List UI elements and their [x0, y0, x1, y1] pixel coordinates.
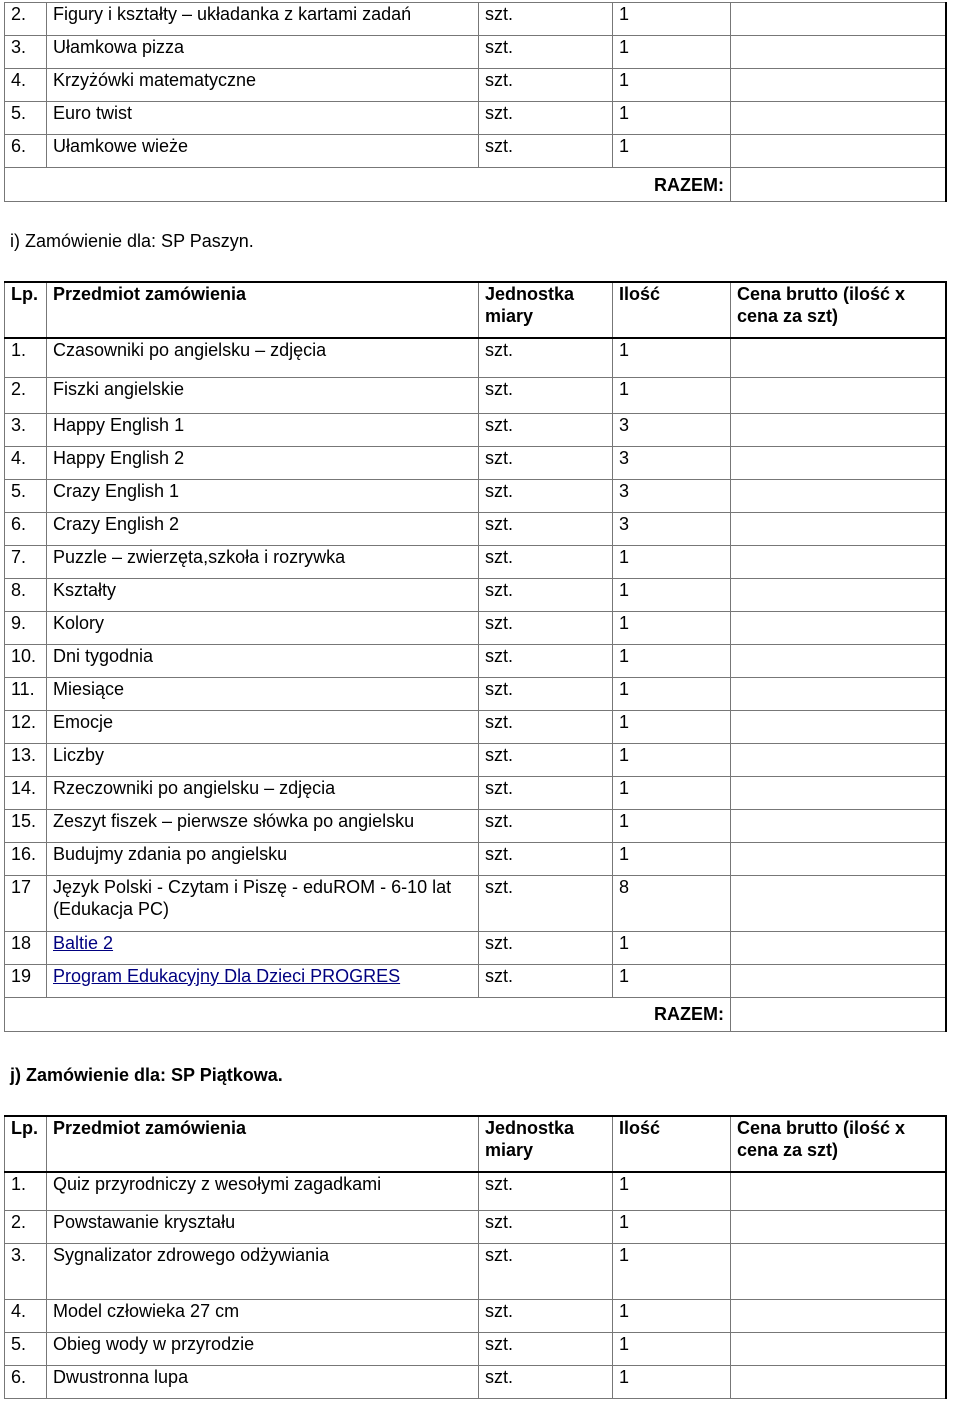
table-row	[5, 875, 946, 931]
row-unit: szt.	[479, 512, 613, 545]
row-lp: 19	[5, 964, 47, 997]
row-price	[731, 1243, 946, 1299]
table-row	[5, 743, 946, 776]
row-qty: 1	[613, 135, 731, 168]
row-qty: 1	[613, 931, 731, 964]
table-header-row	[5, 282, 946, 338]
row-unit: szt.	[479, 842, 613, 875]
row-item	[47, 338, 479, 377]
row-unit: szt.	[479, 743, 613, 776]
row-item-text: Sygnalizator zdrowego odżywiania	[53, 1244, 330, 1265]
row-price	[731, 446, 946, 479]
row-item-text: Zeszyt fiszek – pierwsze słówka po angielsku	[53, 810, 415, 831]
header-lp: Lp.	[5, 1116, 47, 1172]
row-qty: 1	[613, 1210, 731, 1243]
row-lp: 6.	[5, 1365, 47, 1398]
sum-label: RAZEM:	[5, 168, 731, 202]
table-row	[5, 1210, 946, 1243]
sum-row	[5, 997, 946, 1031]
section-title-j: j) Zamówienie dla: SP Piątkowa.	[10, 1065, 283, 1085]
table-row	[5, 578, 946, 611]
row-qty: 3	[613, 479, 731, 512]
row-unit: szt.	[479, 338, 613, 377]
row-unit: szt.	[479, 611, 613, 644]
row-price	[731, 1332, 946, 1365]
sum-label: RAZEM:	[5, 997, 731, 1031]
row-lp: 2.	[5, 3, 47, 36]
row-item-text: Obieg wody w przyrodzie	[53, 1333, 255, 1354]
order-table-j	[4, 1115, 947, 1399]
row-qty: 1	[613, 1172, 731, 1210]
table-row	[5, 842, 946, 875]
row-unit: szt.	[479, 964, 613, 997]
row-item-text: Ułamkowa pizza	[53, 37, 185, 57]
row-item	[47, 69, 479, 102]
row-qty: 1	[613, 338, 731, 377]
row-unit: szt.	[479, 875, 613, 931]
row-price	[731, 377, 946, 413]
table-row	[5, 338, 946, 377]
row-item-text: Figury i kształty – układanka z kartami zadań	[53, 4, 412, 24]
header-unit: Jednostka miary	[479, 282, 613, 338]
row-price	[731, 102, 946, 135]
row-price	[731, 135, 946, 168]
row-unit: szt.	[479, 1365, 613, 1398]
row-item-text: Ułamkowe wieże	[53, 136, 189, 156]
row-lp: 4.	[5, 69, 47, 102]
table-row	[5, 479, 946, 512]
row-qty: 1	[613, 677, 731, 710]
row-item	[47, 545, 479, 578]
row-item	[47, 446, 479, 479]
row-unit: szt.	[479, 776, 613, 809]
row-item	[47, 1299, 479, 1332]
row-lp: 17	[5, 875, 47, 931]
row-qty: 1	[613, 611, 731, 644]
row-lp: 5.	[5, 1332, 47, 1365]
sum-value	[731, 168, 946, 202]
table-header-row	[5, 1116, 946, 1172]
row-qty: 1	[613, 69, 731, 102]
row-unit: szt.	[479, 809, 613, 842]
row-unit: szt.	[479, 931, 613, 964]
row-item	[47, 3, 479, 36]
header-item: Przedmiot zamówienia	[47, 1116, 479, 1172]
row-item	[47, 644, 479, 677]
row-price	[731, 413, 946, 446]
row-qty: 1	[613, 578, 731, 611]
row-item	[47, 578, 479, 611]
row-item	[47, 512, 479, 545]
row-price	[731, 512, 946, 545]
row-price	[731, 1365, 946, 1398]
row-unit: szt.	[479, 578, 613, 611]
product-link[interactable]: Program Edukacyjny Dla Dzieci PROGRES	[53, 965, 401, 986]
row-item	[47, 776, 479, 809]
table-row	[5, 677, 946, 710]
row-price	[731, 545, 946, 578]
row-qty: 3	[613, 413, 731, 446]
row-price	[731, 931, 946, 964]
row-lp: 1.	[5, 1172, 47, 1210]
row-item-text: Model człowieka 27 cm	[53, 1300, 240, 1321]
row-price	[731, 69, 946, 102]
row-qty: 3	[613, 512, 731, 545]
row-lp: 5.	[5, 102, 47, 135]
row-item-text: Happy English 1	[53, 414, 185, 435]
row-item-text: Miesiące	[53, 678, 125, 699]
table-row	[5, 1243, 946, 1299]
row-item-text: Budujmy zdania po angielsku	[53, 843, 288, 864]
sum-row	[5, 168, 946, 202]
row-item-text: Język Polski - Czytam i Piszę - eduROM - 6-10 lat (Edukacja PC)	[53, 876, 452, 919]
row-lp: 11.	[5, 677, 47, 710]
table-row	[5, 1299, 946, 1332]
row-lp: 13.	[5, 743, 47, 776]
row-unit: szt.	[479, 677, 613, 710]
row-item-text: Liczby	[53, 744, 105, 765]
table-row	[5, 377, 946, 413]
row-qty: 1	[613, 102, 731, 135]
row-item	[47, 710, 479, 743]
row-price	[731, 743, 946, 776]
row-item	[47, 809, 479, 842]
row-price	[731, 1210, 946, 1243]
row-qty: 1	[613, 1332, 731, 1365]
row-item-text: Euro twist	[53, 103, 133, 123]
row-qty: 1	[613, 743, 731, 776]
row-unit: szt.	[479, 479, 613, 512]
row-item-text: Crazy English 2	[53, 513, 180, 534]
table-row	[5, 512, 946, 545]
product-link[interactable]: Baltie 2	[53, 932, 114, 953]
row-unit: szt.	[479, 710, 613, 743]
table-row	[5, 3, 946, 36]
row-price	[731, 964, 946, 997]
row-lp: 7.	[5, 545, 47, 578]
row-item-text: Crazy English 1	[53, 480, 180, 501]
row-item	[47, 611, 479, 644]
order-table-i	[4, 281, 947, 1032]
header-qty: Ilość	[613, 282, 731, 338]
row-lp: 3.	[5, 36, 47, 69]
table-row	[5, 413, 946, 446]
row-lp: 12.	[5, 710, 47, 743]
row-price	[731, 1299, 946, 1332]
row-unit: szt.	[479, 377, 613, 413]
row-lp: 1.	[5, 338, 47, 377]
table-row	[5, 964, 946, 997]
row-qty: 1	[613, 1243, 731, 1299]
header-price: Cena brutto (ilość x cena za szt)	[731, 1116, 946, 1172]
row-unit: szt.	[479, 446, 613, 479]
row-lp: 9.	[5, 611, 47, 644]
table-row	[5, 776, 946, 809]
row-unit: szt.	[479, 1172, 613, 1210]
row-qty: 1	[613, 809, 731, 842]
row-price	[731, 578, 946, 611]
row-lp: 8.	[5, 578, 47, 611]
row-item	[47, 1332, 479, 1365]
row-item-text: Powstawanie kryształu	[53, 1211, 236, 1232]
row-lp: 4.	[5, 446, 47, 479]
row-price	[731, 338, 946, 377]
row-item-text: Quiz przyrodniczy z wesołymi zagadkami	[53, 1174, 382, 1194]
section-title-i: i) Zamówienie dla: SP Paszyn.	[10, 231, 254, 251]
row-qty: 8	[613, 875, 731, 931]
row-lp: 3.	[5, 413, 47, 446]
row-qty: 1	[613, 842, 731, 875]
table-row	[5, 931, 946, 964]
table-row	[5, 1332, 946, 1365]
row-price	[731, 875, 946, 931]
table-row	[5, 102, 946, 135]
header-qty: Ilość	[613, 1116, 731, 1172]
row-item	[47, 1365, 479, 1398]
header-price: Cena brutto (ilość x cena za szt)	[731, 282, 946, 338]
table-row	[5, 1172, 946, 1210]
table-row	[5, 446, 946, 479]
row-price	[731, 677, 946, 710]
row-item	[47, 1243, 479, 1299]
row-item	[47, 1172, 479, 1210]
row-lp: 4.	[5, 1299, 47, 1332]
table-row	[5, 611, 946, 644]
row-price	[731, 611, 946, 644]
row-item-text: Krzyżówki matematyczne	[53, 70, 257, 90]
row-unit: szt.	[479, 1299, 613, 1332]
row-item-text: Kształty	[53, 579, 117, 600]
row-price	[731, 479, 946, 512]
row-item	[47, 479, 479, 512]
row-item	[47, 36, 479, 69]
row-lp: 16.	[5, 842, 47, 875]
row-price	[731, 710, 946, 743]
row-unit: szt.	[479, 36, 613, 69]
row-qty: 1	[613, 644, 731, 677]
row-item-text: Dni tygodnia	[53, 645, 154, 666]
table-row	[5, 545, 946, 578]
row-qty: 1	[613, 545, 731, 578]
row-price	[731, 644, 946, 677]
row-lp: 6.	[5, 512, 47, 545]
row-item	[47, 102, 479, 135]
row-qty: 1	[613, 36, 731, 69]
row-price	[731, 1172, 946, 1210]
row-lp: 18	[5, 931, 47, 964]
row-unit: szt.	[479, 1332, 613, 1365]
sum-value	[731, 997, 946, 1031]
row-lp: 6.	[5, 135, 47, 168]
table-row	[5, 135, 946, 168]
row-lp: 2.	[5, 1210, 47, 1243]
table-row	[5, 69, 946, 102]
row-item	[47, 931, 479, 964]
row-price	[731, 36, 946, 69]
header-item: Przedmiot zamówienia	[47, 282, 479, 338]
row-lp: 14.	[5, 776, 47, 809]
row-item-text: Czasowniki po angielsku – zdjęcia	[53, 340, 327, 360]
row-unit: szt.	[479, 135, 613, 168]
row-unit: szt.	[479, 3, 613, 36]
table-row	[5, 809, 946, 842]
row-price	[731, 776, 946, 809]
table-row	[5, 644, 946, 677]
row-price	[731, 3, 946, 36]
row-lp: 15.	[5, 809, 47, 842]
header-lp: Lp.	[5, 282, 47, 338]
row-item	[47, 875, 479, 931]
row-item-text: Happy English 2	[53, 447, 185, 468]
row-item-text: Kolory	[53, 612, 105, 633]
row-qty: 3	[613, 446, 731, 479]
row-price	[731, 842, 946, 875]
row-qty: 1	[613, 964, 731, 997]
row-unit: szt.	[479, 69, 613, 102]
table-row	[5, 710, 946, 743]
row-lp: 3.	[5, 1243, 47, 1299]
row-item	[47, 1210, 479, 1243]
header-unit: Jednostka miary	[479, 1116, 613, 1172]
row-item	[47, 964, 479, 997]
table-row	[5, 36, 946, 69]
row-qty: 1	[613, 776, 731, 809]
row-unit: szt.	[479, 413, 613, 446]
row-qty: 1	[613, 1365, 731, 1398]
row-item	[47, 135, 479, 168]
row-lp: 5.	[5, 479, 47, 512]
row-lp: 10.	[5, 644, 47, 677]
row-item	[47, 842, 479, 875]
row-item	[47, 677, 479, 710]
row-item	[47, 377, 479, 413]
row-unit: szt.	[479, 644, 613, 677]
row-lp: 2.	[5, 377, 47, 413]
row-item	[47, 743, 479, 776]
row-item-text: Dwustronna lupa	[53, 1366, 189, 1387]
row-qty: 1	[613, 377, 731, 413]
row-qty: 1	[613, 3, 731, 36]
row-qty: 1	[613, 710, 731, 743]
row-item-text: Emocje	[53, 711, 114, 732]
table-row	[5, 1365, 946, 1398]
row-unit: szt.	[479, 545, 613, 578]
row-unit: szt.	[479, 1210, 613, 1243]
row-unit: szt.	[479, 1243, 613, 1299]
row-item	[47, 413, 479, 446]
row-price	[731, 809, 946, 842]
order-table-h	[4, 2, 947, 202]
row-item-text: Rzeczowniki po angielsku – zdjęcia	[53, 777, 336, 798]
row-item-text: Fiszki angielskie	[53, 378, 185, 399]
row-qty: 1	[613, 1299, 731, 1332]
row-item-text: Puzzle – zwierzęta,szkoła i rozrywka	[53, 546, 346, 567]
row-unit: szt.	[479, 102, 613, 135]
